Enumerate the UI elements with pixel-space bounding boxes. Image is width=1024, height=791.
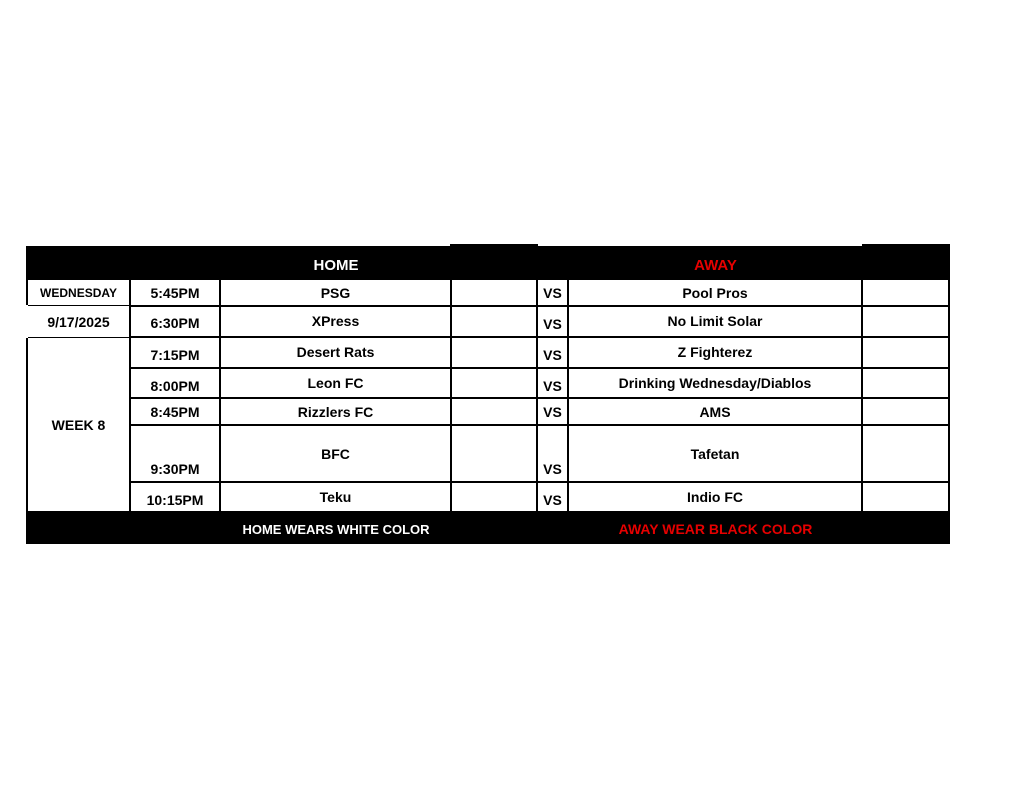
away-blank-cell	[863, 369, 948, 397]
time-cell: 9:30PM	[131, 426, 219, 481]
away-team-cell: Drinking Wednesday/Diablos	[569, 369, 861, 397]
time-cell: 10:15PM	[131, 483, 219, 511]
vs-cell: VS	[538, 426, 567, 481]
vs-cell: VS	[538, 307, 567, 336]
home-team-cell: Desert Rats	[221, 338, 450, 367]
date-cell: 9/17/2025	[28, 306, 129, 337]
home-team-cell: XPress	[221, 307, 450, 336]
time-cell: 6:30PM	[131, 307, 219, 336]
away-blank-cell	[863, 426, 948, 481]
away-blank-cell	[863, 280, 948, 305]
week-cell: WEEK 8	[28, 338, 129, 511]
away-blank-cell	[863, 399, 948, 424]
home-team-cell: Leon FC	[221, 369, 450, 397]
vs-cell: VS	[538, 280, 567, 305]
vs-cell: VS	[538, 369, 567, 397]
home-team-cell: PSG	[221, 280, 450, 305]
time-cell: 8:45PM	[131, 399, 219, 424]
day-cell: WEDNESDAY	[28, 280, 129, 305]
home-blank-cell	[452, 426, 536, 481]
home-footer-note: HOME WEARS WHITE COLOR	[242, 521, 430, 537]
vs-cell: VS	[538, 338, 567, 367]
away-team-cell: Indio FC	[569, 483, 861, 511]
vs-cell: VS	[538, 483, 567, 511]
home-blank-cell	[452, 338, 536, 367]
home-blank-cell	[452, 307, 536, 336]
away-team-cell: Tafetan	[569, 426, 861, 481]
away-team-cell: No Limit Solar	[569, 307, 861, 336]
away-team-cell: Pool Pros	[569, 280, 861, 305]
home-blank-cell	[452, 369, 536, 397]
vs-cell: VS	[538, 399, 567, 424]
away-blank-cell	[863, 338, 948, 367]
header-bump-left	[450, 244, 538, 248]
away-team-cell: AMS	[569, 399, 861, 424]
home-blank-cell	[452, 483, 536, 511]
home-header: HOME	[313, 256, 359, 274]
home-team-cell: BFC	[221, 426, 450, 481]
away-team-cell: Z Fighterez	[569, 338, 861, 367]
time-cell: 8:00PM	[131, 369, 219, 397]
away-blank-cell	[863, 307, 948, 336]
home-team-cell: Rizzlers FC	[221, 399, 450, 424]
home-blank-cell	[452, 399, 536, 424]
time-cell: 5:45PM	[131, 280, 219, 305]
header-bump-right	[862, 244, 950, 248]
time-cell: 7:15PM	[131, 338, 219, 367]
home-blank-cell	[452, 280, 536, 305]
home-team-cell: Teku	[221, 483, 450, 511]
away-header: AWAY	[694, 256, 737, 274]
info-gap-left	[26, 305, 28, 338]
away-blank-cell	[863, 483, 948, 511]
away-footer-note: AWAY WEAR BLACK COLOR	[618, 521, 813, 537]
